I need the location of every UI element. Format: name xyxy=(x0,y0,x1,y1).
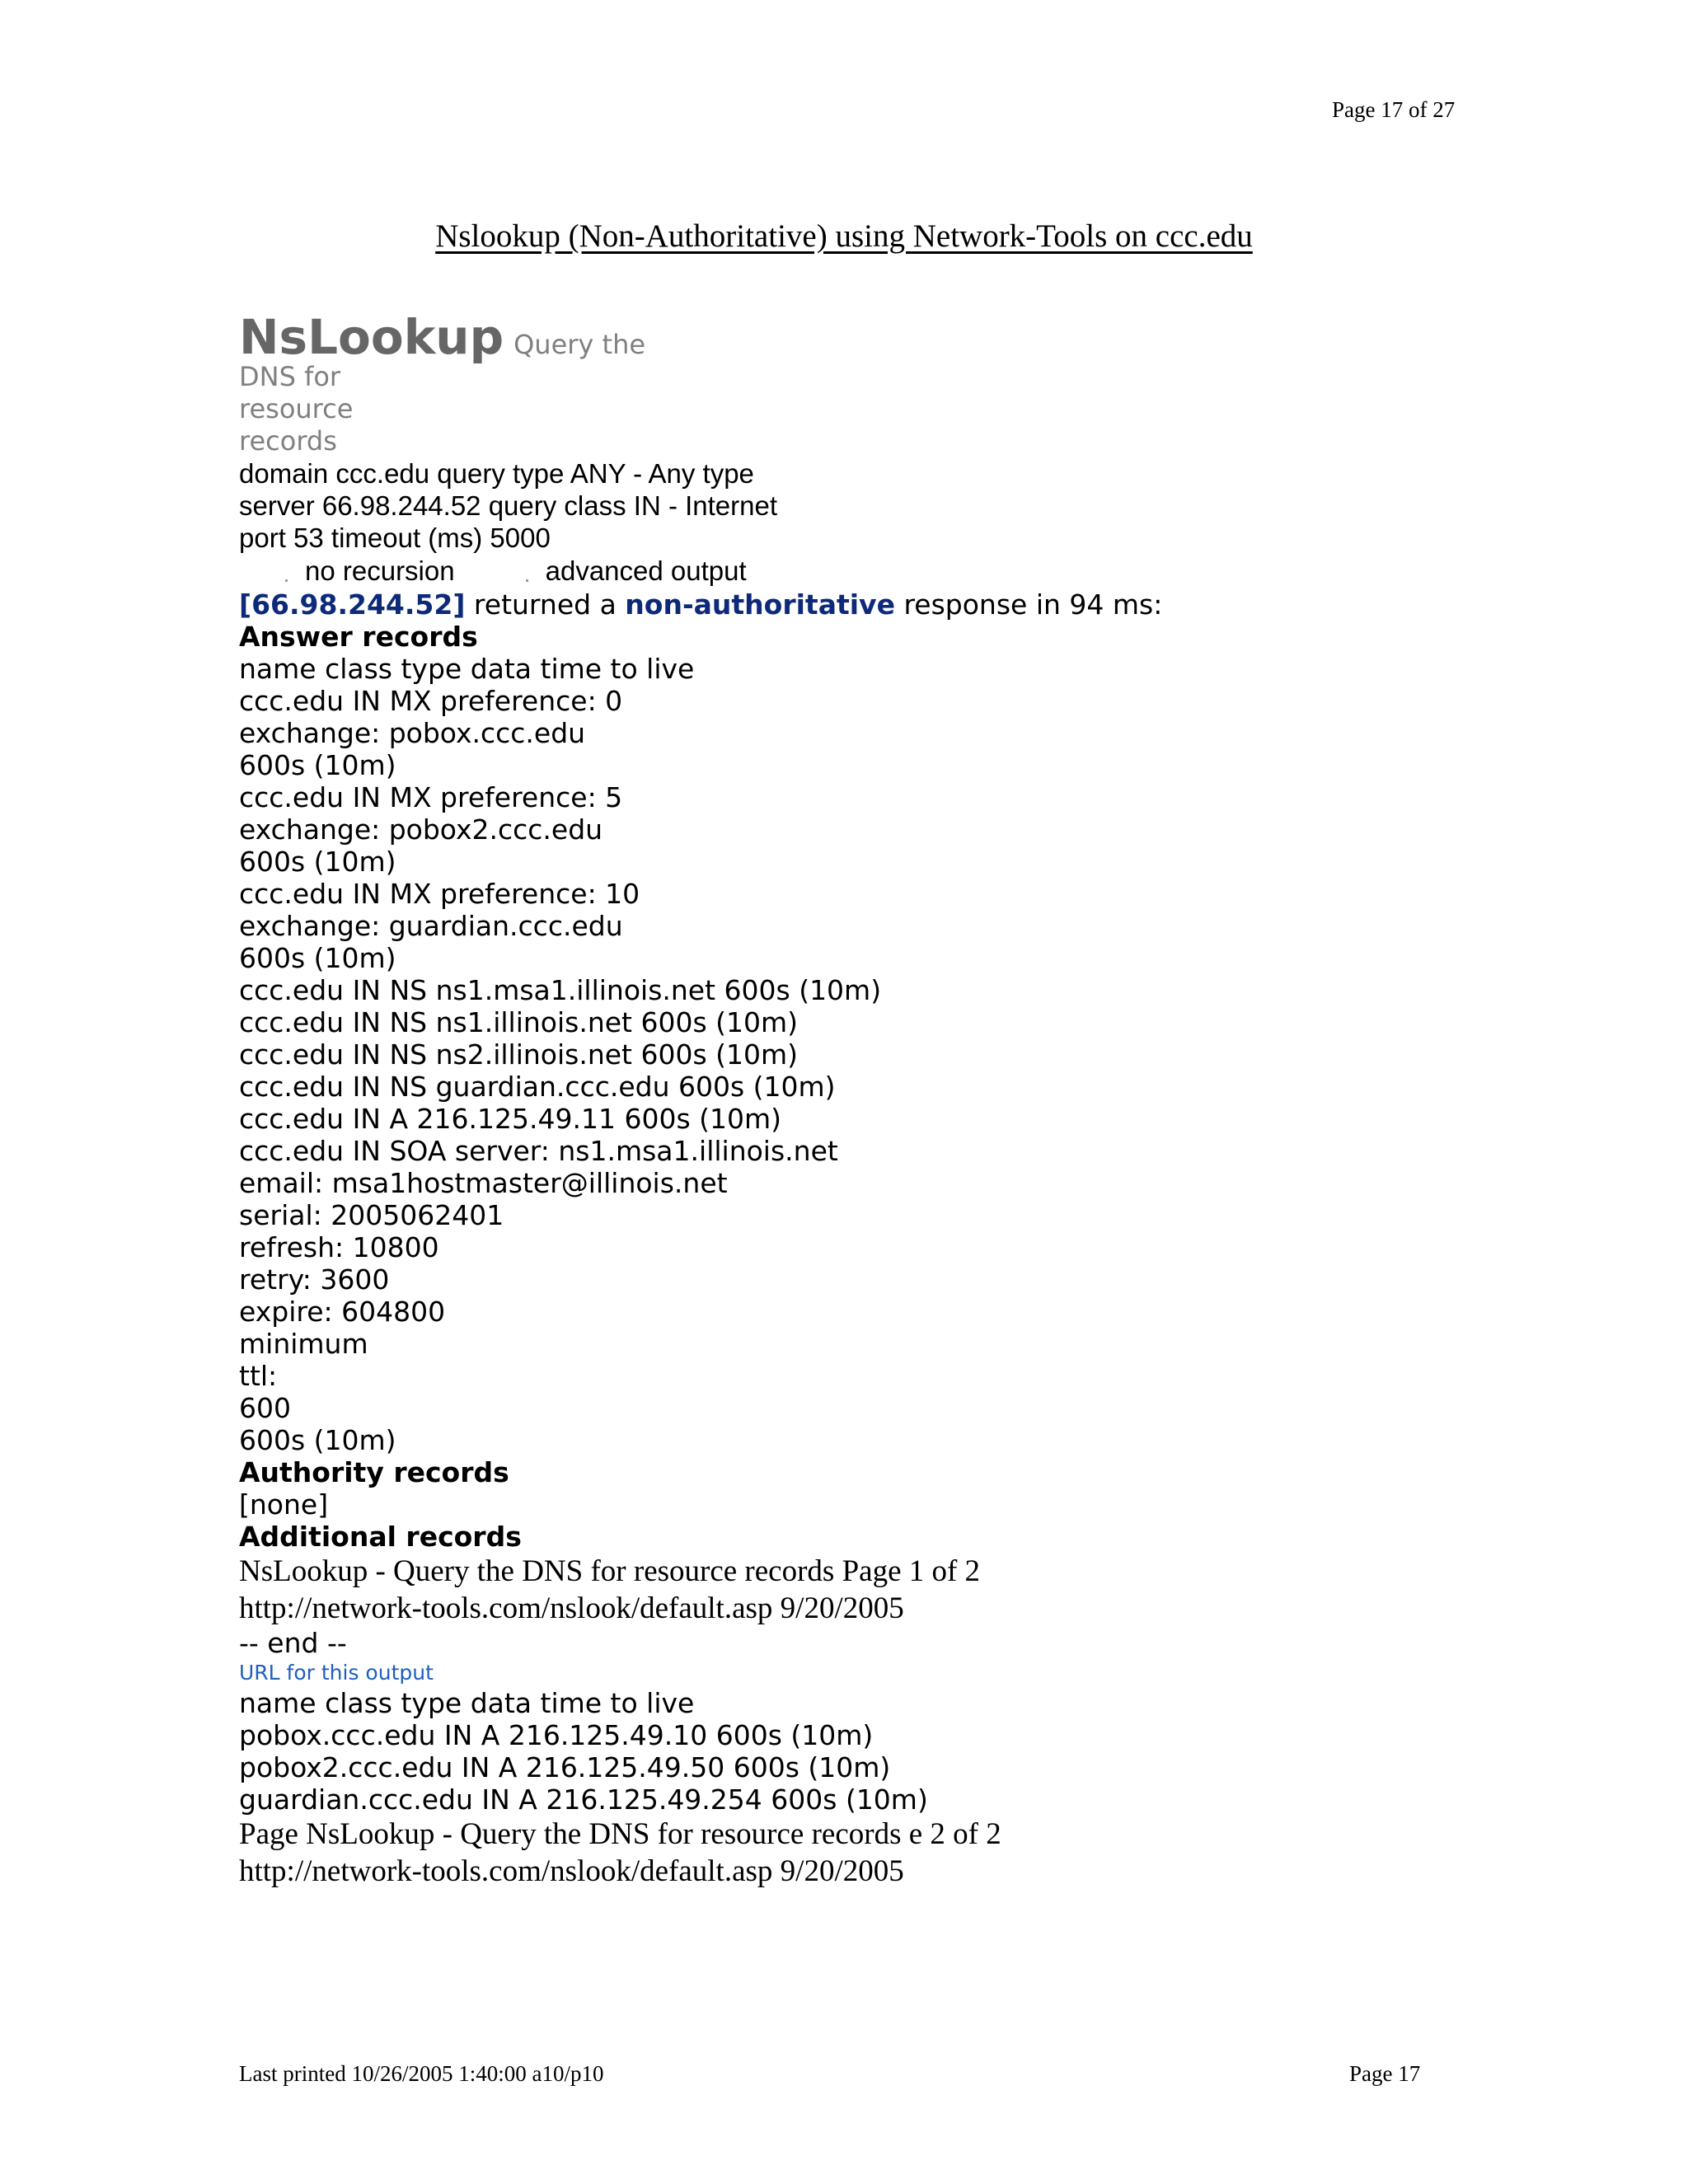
print-page-header: NsLookup - Query the DNS for resource records Page 1 of 2 xyxy=(239,1554,981,1588)
query-port-line: port 53 timeout (ms) 5000 xyxy=(239,523,551,553)
record-line: ccc.edu IN MX preference: 0 xyxy=(239,685,623,717)
record-line: ccc.edu IN MX preference: 10 xyxy=(239,878,640,910)
authority-records-value: [none] xyxy=(239,1488,329,1521)
footer-last-printed: Last printed 10/26/2005 1:40:00 a10/p10 xyxy=(239,2061,604,2086)
record-line: 600s (10m) xyxy=(239,749,396,781)
record-line: guardian.ccc.edu IN A 216.125.49.254 600s (10m) xyxy=(239,1783,928,1816)
answer-records-heading: Answer records xyxy=(239,621,478,653)
record-line: 600s (10m) xyxy=(239,942,396,974)
print-page-url: http://network-tools.com/nslook/default.asp 9/20/2005 xyxy=(239,1854,904,1888)
record-line: serial: 2005062401 xyxy=(239,1199,504,1231)
record-line: exchange: guardian.ccc.edu xyxy=(239,910,623,942)
record-line: email: msa1hostmaster@illinois.net xyxy=(239,1167,728,1199)
additional-records xyxy=(239,1687,1640,1816)
record-line: name class type data time to live xyxy=(239,653,695,685)
advanced-output-checkbox[interactable] xyxy=(521,560,542,582)
query-domain-line: domain ccc.edu query type ANY - Any type xyxy=(239,458,754,489)
tool-name: NsLookup xyxy=(239,309,504,365)
tool-tagline-line: DNS for xyxy=(239,361,341,392)
tool-tagline-line: resource xyxy=(239,393,354,424)
record-line: 600 xyxy=(239,1392,291,1424)
output-url-link[interactable]: URL for this output xyxy=(239,1661,434,1685)
query-options xyxy=(239,554,1640,588)
record-line: ccc.edu IN SOA server: ns1.msa1.illinois.net xyxy=(239,1135,838,1167)
end-marker: -- end -- xyxy=(239,1627,347,1659)
print-page-url: http://network-tools.com/nslook/default.asp 9/20/2005 xyxy=(239,1591,904,1625)
document-title: Nslookup (Non-Authoritative) using Network-Tools on ccc.edu xyxy=(435,218,1253,254)
page-number: Page 17 of 27 xyxy=(1332,97,1456,122)
tool-tagline-line: records xyxy=(239,425,337,457)
nslookup-content xyxy=(239,309,1640,1890)
record-line: expire: 604800 xyxy=(239,1296,446,1328)
server-ip: [66.98.244.52] xyxy=(239,588,466,621)
record-line: refresh: 10800 xyxy=(239,1231,439,1263)
record-line: ccc.edu IN NS ns2.illinois.net 600s (10m) xyxy=(239,1038,799,1071)
answer-records xyxy=(239,653,1640,1456)
no-recursion-checkbox[interactable] xyxy=(280,560,302,582)
print-page-header: Page NsLookup - Query the DNS for resource records e 2 of 2 xyxy=(239,1817,1001,1851)
record-line: retry: 3600 xyxy=(239,1263,390,1296)
record-line: exchange: pobox.ccc.edu xyxy=(239,717,586,749)
response-text: returned a xyxy=(465,588,626,621)
record-line: ccc.edu IN NS ns1.msa1.illinois.net 600s (10m) xyxy=(239,974,882,1006)
auth-status: non-authoritative xyxy=(625,588,895,621)
authority-records-heading: Authority records xyxy=(239,1456,509,1488)
tool-header xyxy=(239,309,1640,365)
response-time: response in 94 ms: xyxy=(894,588,1163,621)
query-server-line: server 66.98.244.52 query class IN - Internet xyxy=(239,490,778,521)
record-line: ccc.edu IN A 216.125.49.11 600s (10m) xyxy=(239,1103,782,1135)
record-line: minimum xyxy=(239,1328,368,1360)
additional-records-heading: Additional records xyxy=(239,1521,522,1553)
record-line: 600s (10m) xyxy=(239,1424,396,1456)
record-line: 600s (10m) xyxy=(239,846,396,878)
record-line: ccc.edu IN NS guardian.ccc.edu 600s (10m) xyxy=(239,1071,836,1103)
record-line: pobox.ccc.edu IN A 216.125.49.10 600s (10m) xyxy=(239,1719,874,1751)
advanced-output-label: advanced output xyxy=(545,555,747,586)
footer-page-number: Page 17 xyxy=(1349,2061,1421,2086)
record-line: pobox2.ccc.edu IN A 216.125.49.50 600s (10m) xyxy=(239,1751,891,1783)
record-line: name class type data time to live xyxy=(239,1687,695,1719)
no-recursion-label: no recursion xyxy=(305,555,455,586)
record-line: ccc.edu IN NS ns1.illinois.net 600s (10m) xyxy=(239,1006,799,1038)
record-line: exchange: pobox2.ccc.edu xyxy=(239,813,603,846)
response-summary xyxy=(239,588,1640,621)
record-line: ccc.edu IN MX preference: 5 xyxy=(239,781,623,813)
record-line: ttl: xyxy=(239,1360,278,1392)
tool-tagline-line: Query the xyxy=(513,329,646,360)
